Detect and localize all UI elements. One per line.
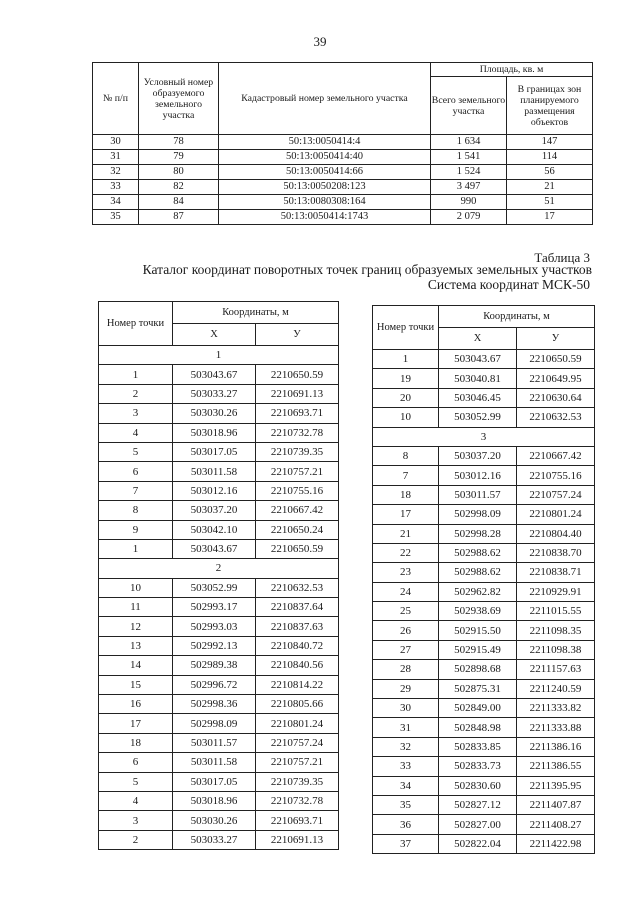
table-row — [99, 791, 339, 810]
table-cell: 2210650.59 — [256, 365, 339, 384]
table-row — [99, 772, 339, 791]
table-row — [373, 563, 595, 582]
group-label: 3 — [373, 427, 595, 446]
table-cell: 22 — [373, 543, 439, 562]
table-cell: 10 — [373, 408, 439, 427]
table-row — [93, 150, 593, 165]
table-cell: 2210630.64 — [517, 388, 595, 407]
table-cell: 502996.72 — [173, 675, 256, 694]
table-cell: 31 — [373, 718, 439, 737]
area-table — [92, 62, 593, 225]
table-cell: 2210757.21 — [256, 753, 339, 772]
table-cell: 35 — [373, 795, 439, 814]
table-cell: 8 — [373, 446, 439, 465]
table-row — [99, 830, 339, 849]
table-cell: 1 — [373, 350, 439, 369]
table-row — [373, 834, 595, 853]
table-cell: 9 — [99, 520, 173, 539]
table-cell: 2211240.59 — [517, 679, 595, 698]
header-cadastral: Кадастровый номер земельного участка — [219, 63, 431, 135]
table-cell: 2211333.82 — [517, 699, 595, 718]
table-row — [373, 485, 595, 504]
table-row — [99, 617, 339, 636]
table-cell: 503018.96 — [173, 423, 256, 442]
table-cell: 502822.04 — [439, 834, 517, 853]
table-row — [373, 582, 595, 601]
table-cell: 7 — [99, 481, 173, 500]
table-cell: 50:13:0080308:164 — [219, 195, 431, 210]
table-cell: 502998.28 — [439, 524, 517, 543]
table-cell: 36 — [373, 815, 439, 834]
table-row — [93, 195, 593, 210]
table-cell: 1 541 — [431, 150, 507, 165]
table-cell: 2210801.24 — [517, 505, 595, 524]
table-cell: 2211386.16 — [517, 737, 595, 756]
table-cell: 502998.09 — [173, 714, 256, 733]
table-row — [99, 365, 339, 384]
table-cell: 2210667.42 — [517, 446, 595, 465]
table-cell: 17 — [507, 210, 593, 225]
table-cell: 502875.31 — [439, 679, 517, 698]
table-row — [373, 602, 595, 621]
table-cell: 21 — [507, 180, 593, 195]
table-cell: 2210757.24 — [517, 485, 595, 504]
table-cell: 503012.16 — [173, 481, 256, 500]
table-cell: 2210801.24 — [256, 714, 339, 733]
table-cell: 21 — [373, 524, 439, 543]
table-cell: 2210632.53 — [256, 578, 339, 597]
table-cell: 2210632.53 — [517, 408, 595, 427]
table-cell: 17 — [373, 505, 439, 524]
table-cell: 5 — [99, 442, 173, 461]
header-point: Номер точки — [373, 306, 439, 350]
header-x: X — [439, 328, 517, 350]
table-cell: 2210840.56 — [256, 656, 339, 675]
table-cell: 503011.57 — [173, 733, 256, 752]
coordinates-left-body — [99, 346, 339, 850]
table-cell: 18 — [373, 485, 439, 504]
table-cell: 32 — [373, 737, 439, 756]
table-cell: 32 — [93, 165, 139, 180]
table-row — [373, 757, 595, 776]
header-point: Номер точки — [99, 302, 173, 346]
table-cell: 502998.09 — [439, 505, 517, 524]
table-cell: 2211408.27 — [517, 815, 595, 834]
table-cell: 84 — [139, 195, 219, 210]
table-cell: 502849.00 — [439, 699, 517, 718]
table-cell: 2211333.88 — [517, 718, 595, 737]
table-cell: 2 079 — [431, 210, 507, 225]
table-cell: 20 — [373, 388, 439, 407]
table-cell: 503040.81 — [439, 369, 517, 388]
table-cell: 3 — [99, 404, 173, 423]
table-cell: 502993.17 — [173, 598, 256, 617]
table-cell: 2210691.13 — [256, 830, 339, 849]
table-cell: 2210650.24 — [256, 520, 339, 539]
table-row — [99, 695, 339, 714]
table-cell: 502915.49 — [439, 640, 517, 659]
coordinate-system: Система координат МСК-50 — [427, 277, 590, 292]
header-total: Всего земельного участка — [431, 77, 507, 135]
table-cell: 2210757.24 — [256, 733, 339, 752]
table-row — [373, 369, 595, 388]
table-cell: 7 — [373, 466, 439, 485]
table-cell: 502993.03 — [173, 617, 256, 636]
table-cell: 26 — [373, 621, 439, 640]
table-row — [373, 660, 595, 679]
table-cell: 1 634 — [431, 135, 507, 150]
table-row — [373, 776, 595, 795]
table-cell: 2211407.87 — [517, 795, 595, 814]
group-label: 1 — [99, 346, 339, 365]
table-cell: 14 — [99, 656, 173, 675]
table-cell: 87 — [139, 210, 219, 225]
table-cell: 25 — [373, 602, 439, 621]
table-cell: 2210814.22 — [256, 675, 339, 694]
table-cell: 79 — [139, 150, 219, 165]
group-row — [99, 346, 339, 365]
table-cell: 503011.58 — [173, 462, 256, 481]
table-cell: 2210929.91 — [517, 582, 595, 601]
area-table-body — [93, 135, 593, 225]
table-cell: 4 — [99, 791, 173, 810]
table-cell: 502992.13 — [173, 636, 256, 655]
table-cell: 2211098.35 — [517, 621, 595, 640]
table-cell: 2211386.55 — [517, 757, 595, 776]
table-cell: 2210755.16 — [256, 481, 339, 500]
table-cell: 19 — [373, 369, 439, 388]
table-cell: 2210693.71 — [256, 811, 339, 830]
table-cell: 502988.62 — [439, 563, 517, 582]
table-cell: 4 — [99, 423, 173, 442]
table-cell: 502989.38 — [173, 656, 256, 675]
coordinates-table-left — [98, 301, 339, 850]
table-cell: 503030.26 — [173, 404, 256, 423]
table-row — [373, 737, 595, 756]
table-row — [99, 733, 339, 752]
table-cell: 30 — [93, 135, 139, 150]
table-cell: 2210837.63 — [256, 617, 339, 636]
table-cell: 15 — [99, 675, 173, 694]
table-cell: 502833.85 — [439, 737, 517, 756]
table-cell: 6 — [99, 462, 173, 481]
table-row — [93, 135, 593, 150]
table-cell: 24 — [373, 582, 439, 601]
table-row — [99, 442, 339, 461]
table-cell: 1 524 — [431, 165, 507, 180]
table-cell: 2210838.71 — [517, 563, 595, 582]
table-row — [99, 578, 339, 597]
table-cell: 503017.05 — [173, 772, 256, 791]
header-y: У — [517, 328, 595, 350]
table-cell: 2210757.21 — [256, 462, 339, 481]
table-cell: 2210837.64 — [256, 598, 339, 617]
table-cell: 3 — [99, 811, 173, 830]
table-cell: 503042.10 — [173, 520, 256, 539]
table-cell: 50:13:0050414:4 — [219, 135, 431, 150]
table-cell: 28 — [373, 660, 439, 679]
table-row — [99, 753, 339, 772]
table-cell: 502827.00 — [439, 815, 517, 834]
table-cell: 50:13:0050414:40 — [219, 150, 431, 165]
table-cell: 2210732.78 — [256, 423, 339, 442]
table-row — [373, 408, 595, 427]
table-cell: 2210691.13 — [256, 384, 339, 403]
table-cell: 78 — [139, 135, 219, 150]
table-cell: 2211395.95 — [517, 776, 595, 795]
header-coords: Координаты, м — [439, 306, 595, 328]
table-row — [99, 481, 339, 500]
table-cell: 50:13:0050414:66 — [219, 165, 431, 180]
table-cell: 503052.99 — [439, 408, 517, 427]
table-cell: 502898.68 — [439, 660, 517, 679]
table-cell: 503043.67 — [439, 350, 517, 369]
table-cell: 502833.73 — [439, 757, 517, 776]
table-cell: 990 — [431, 195, 507, 210]
table-cell: 27 — [373, 640, 439, 659]
table-cell: 503033.27 — [173, 384, 256, 403]
table-row — [99, 404, 339, 423]
table-cell: 503017.05 — [173, 442, 256, 461]
table-row — [373, 815, 595, 834]
table-row — [373, 505, 595, 524]
table-row — [99, 520, 339, 539]
table-cell: 2 — [99, 830, 173, 849]
table-cell: 33 — [93, 180, 139, 195]
table-row — [373, 679, 595, 698]
table-title: Каталог координат поворотных точек границ образуемых земельных участков — [142, 262, 592, 277]
table-cell: 30 — [373, 699, 439, 718]
table-row — [373, 524, 595, 543]
table-row — [373, 699, 595, 718]
table-cell: 2210739.35 — [256, 442, 339, 461]
table-cell: 147 — [507, 135, 593, 150]
table-cell: 18 — [99, 733, 173, 752]
table-cell: 1 — [99, 539, 173, 558]
table-cell: 5 — [99, 772, 173, 791]
table-cell: 2210693.71 — [256, 404, 339, 423]
table-cell: 503018.96 — [173, 791, 256, 810]
table-cell: 2210755.16 — [517, 466, 595, 485]
table-cell: 503052.99 — [173, 578, 256, 597]
header-cond-num: Условный номер образуемого земельного участка — [139, 63, 219, 135]
table-cell: 34 — [373, 776, 439, 795]
table-cell: 35 — [93, 210, 139, 225]
table-cell: 2210840.72 — [256, 636, 339, 655]
table-cell: 2210650.59 — [517, 350, 595, 369]
table-row — [373, 795, 595, 814]
header-y: У — [256, 324, 339, 346]
table-row — [373, 446, 595, 465]
table-cell: 12 — [99, 617, 173, 636]
table-row — [93, 210, 593, 225]
table-row — [99, 539, 339, 558]
table-cell: 2210667.42 — [256, 501, 339, 520]
table-cell: 503012.16 — [439, 466, 517, 485]
table-cell: 6 — [99, 753, 173, 772]
table-row — [373, 718, 595, 737]
table-row — [99, 656, 339, 675]
table-row — [99, 714, 339, 733]
table-cell: 50:13:0050208:123 — [219, 180, 431, 195]
group-row — [373, 427, 595, 446]
table-cell: 34 — [93, 195, 139, 210]
table-cell: 2 — [99, 384, 173, 403]
table-cell: 502848.98 — [439, 718, 517, 737]
table-cell: 502988.62 — [439, 543, 517, 562]
table-cell: 502938.69 — [439, 602, 517, 621]
table-cell: 503037.20 — [173, 501, 256, 520]
table-cell: 2211015.55 — [517, 602, 595, 621]
table-cell: 2210732.78 — [256, 791, 339, 810]
header-coords: Координаты, м — [173, 302, 339, 324]
table-row — [373, 640, 595, 659]
table-cell: 503037.20 — [439, 446, 517, 465]
coordinates-right-body — [373, 350, 595, 854]
table-row — [373, 466, 595, 485]
group-label: 2 — [99, 559, 339, 578]
table-cell: 503030.26 — [173, 811, 256, 830]
table-cell: 80 — [139, 165, 219, 180]
header-in-zones: В границах зон планируемого размещения объектов — [507, 77, 593, 135]
table-cell: 2211157.63 — [517, 660, 595, 679]
table-cell: 1 — [99, 365, 173, 384]
table-cell: 29 — [373, 679, 439, 698]
table-cell: 2210649.95 — [517, 369, 595, 388]
table-cell: 11 — [99, 598, 173, 617]
table-cell: 17 — [99, 714, 173, 733]
table-row — [93, 165, 593, 180]
table-row — [99, 423, 339, 442]
header-num: № п/п — [93, 63, 139, 135]
table-cell: 503011.57 — [439, 485, 517, 504]
table-cell: 503043.67 — [173, 365, 256, 384]
table-row — [373, 388, 595, 407]
table-cell: 82 — [139, 180, 219, 195]
table-cell: 502830.60 — [439, 776, 517, 795]
table-cell: 2210805.66 — [256, 695, 339, 714]
table-cell: 37 — [373, 834, 439, 853]
table-cell: 502827.12 — [439, 795, 517, 814]
table-cell: 13 — [99, 636, 173, 655]
table-cell: 503046.45 — [439, 388, 517, 407]
table-row — [99, 462, 339, 481]
header-x: X — [173, 324, 256, 346]
page-number: 39 — [313, 34, 327, 49]
table-row — [93, 180, 593, 195]
table-cell: 2210650.59 — [256, 539, 339, 558]
table-cell: 31 — [93, 150, 139, 165]
table-row — [99, 501, 339, 520]
header-area: Площадь, кв. м — [431, 63, 593, 77]
table-row — [99, 636, 339, 655]
table-cell: 2211422.98 — [517, 834, 595, 853]
table-row — [373, 350, 595, 369]
table-cell: 114 — [507, 150, 593, 165]
table-cell: 502998.36 — [173, 695, 256, 714]
table-cell: 503011.58 — [173, 753, 256, 772]
table-cell: 16 — [99, 695, 173, 714]
table-cell: 56 — [507, 165, 593, 180]
table-cell: 33 — [373, 757, 439, 776]
table-row — [99, 384, 339, 403]
table-row — [373, 543, 595, 562]
table-cell: 2210804.40 — [517, 524, 595, 543]
table-row — [99, 675, 339, 694]
table-cell: 2210739.35 — [256, 772, 339, 791]
table-cell: 3 497 — [431, 180, 507, 195]
table-cell: 51 — [507, 195, 593, 210]
table-cell: 2211098.38 — [517, 640, 595, 659]
table-row — [99, 811, 339, 830]
table-cell: 50:13:0050414:1743 — [219, 210, 431, 225]
table-cell: 503043.67 — [173, 539, 256, 558]
table-row — [373, 621, 595, 640]
table-cell: 502962.82 — [439, 582, 517, 601]
table-label: Таблица 3 — [534, 250, 590, 265]
table-cell: 23 — [373, 563, 439, 582]
coordinates-table-right — [372, 305, 595, 854]
table-cell: 502915.50 — [439, 621, 517, 640]
table-cell: 10 — [99, 578, 173, 597]
table-row — [99, 598, 339, 617]
group-row — [99, 559, 339, 578]
table-cell: 503033.27 — [173, 830, 256, 849]
table-cell: 2210838.70 — [517, 543, 595, 562]
table-cell: 8 — [99, 501, 173, 520]
